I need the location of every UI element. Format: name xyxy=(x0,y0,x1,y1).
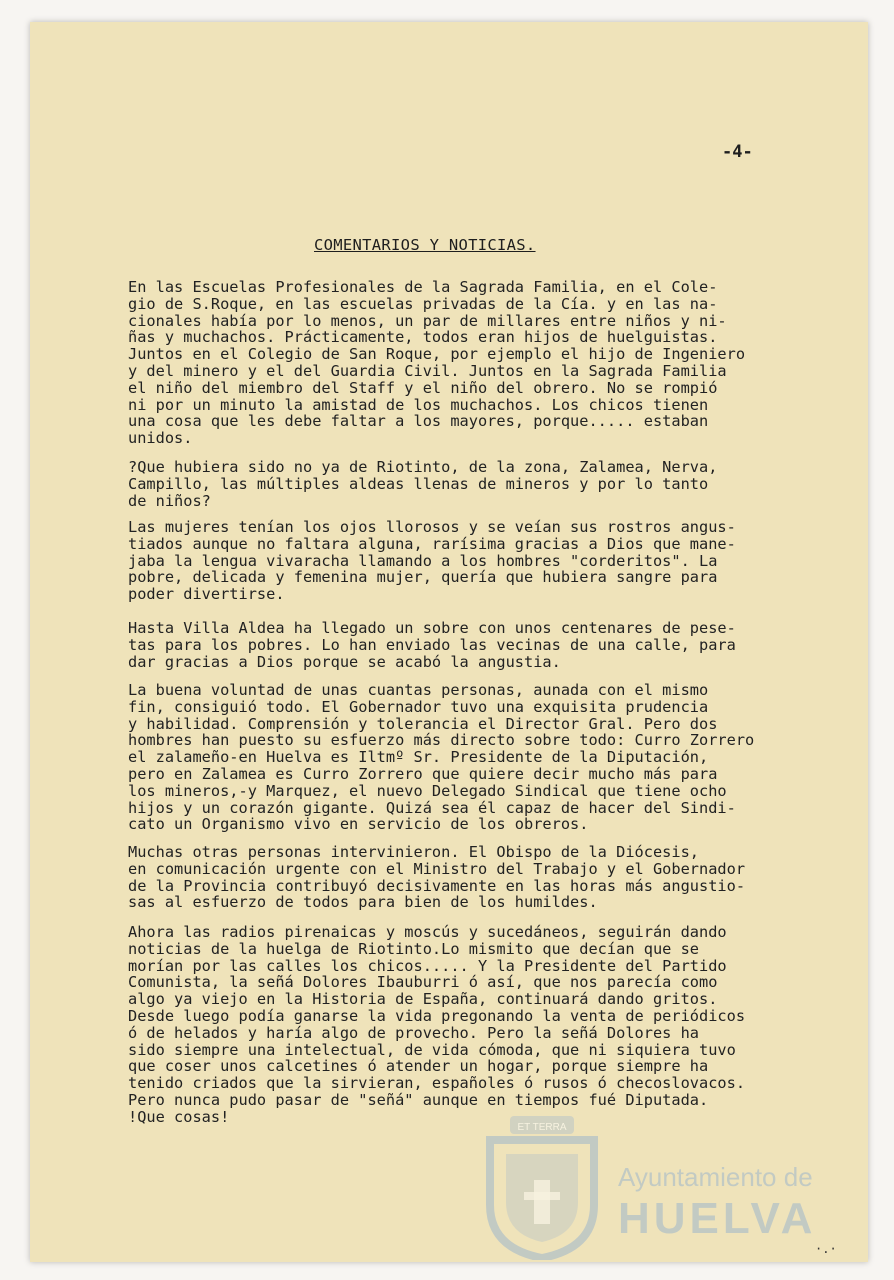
paragraph-7: Ahora las radios pirenaicas y moscús y sucedáneos, seguirán dando noticias de la huelga de Riotinto.Lo mismito que decían que se morían por las calles los chicos..... Y la Presidente del Partido Comunista, la señá Dolores Ibauburri ó así, que nos parecía como algo ya viejo en la Historia de España, continuará dando gritos. Desde luego podía ganarse la vida pregonando la venta de periódicos ó de helados y haría algo de provecho. Pero la señá Dolores ha sido siempre una intelectual, de vida cómoda, que ni siquiera tuvo que coser unos calcetines ó atender un hogar, porque siempre ha tenido criados que la sirvieran, españoles ó rusos ó checoslovacos. Pero nunca pudo pasar de "señá" aunque en tiempos fué Diputada. !Que cosas! xyxy=(128,923,746,1126)
archive-watermark xyxy=(480,1110,817,1260)
page-number: -4- xyxy=(722,142,753,162)
paragraph-4: Hasta Villa Aldea ha llegado un sobre con unos centenares de pese- tas para los pobres. Lo han enviado las vecinas de una calle, para dar gracias a Dios porque se acabó la angustia. xyxy=(128,619,736,671)
watermark-text-line2: HUELVA xyxy=(618,1194,817,1243)
paragraph-5: La buena voluntad de unas cuantas personas, aunada con el mismo fin, consiguió todo. El Gobernador tuvo una exquisita prudencia y habilidad. Comprensión y tolerancia el Director Gral. Pero dos hombres han puesto su esfuerzo más directo sobre todo: Curro Zorrero el zalameño-en Huelva es Iltmº Sr. Presidente de la Diputación, pero en Zalamea es Curro Zorrero que quiere decir mucho más para los mineros,-y Marquez, el nuevo Delegado Sindical que tiene ocho hijos y un corazón gigante. Quizá sea él capaz de hacer del Sindi- cato un Organismo vivo en servicio de los obreros. xyxy=(128,681,755,834)
paragraph-6: Muchas otras personas intervinieron. El Obispo de la Diócesis, en comunicación urgente con el Ministro del Trabajo y el Gobernador de la Provincia contribuyó decisivamente en las horas más angustio- sas al esfuerzo de todos para bien de los humildes. xyxy=(128,843,746,912)
svg-text:ET TERRA: ET TERRA xyxy=(517,1122,567,1133)
paragraph-1: En las Escuelas Profesionales de la Sagrada Familia, en el Cole- gio de S.Roque, en las escuelas privadas de la Cía. y en las na- cionales había por lo menos, un par de millares entre niños y ni- ñas y muchachos. Prácticamente, todos eran hijos de huelguistas. Juntos en el Colegio de San Roque, por ejemplo el hijo de Ingeniero y del minero y el del Guardia Civil. Juntos en la Sagrada Familia el niño del miembro del Staff y el niño del obrero. No se rompió ni por un minuto la amistad de los muchachos. Los chicos tienen una cosa que les debe faltar a los mayores, porque..... estaban unidos. xyxy=(128,278,746,448)
watermark-text-line1: Ayuntamiento de xyxy=(618,1162,813,1192)
paragraph-2: ?Que hubiera sido no ya de Riotinto, de la zona, Zalamea, Nerva, Campillo, las múltiples aldeas llenas de mineros y por lo tanto de niños? xyxy=(128,458,718,510)
paragraph-3: Las mujeres tenían los ojos llorosos y se veían sus rostros angus- tiados aunque no faltara alguna, rarísima gracias a Dios que mane- jaba la lengua vivaracha llamando a los hombres "corderitos". La pobre, delicada y femenina mujer, quería que hubiera sangre para poder divertirse. xyxy=(128,518,736,604)
stray-ink-marks: ·.· xyxy=(815,1242,837,1256)
document-title: COMENTARIOS Y NOTICIAS. xyxy=(314,236,536,254)
coat-of-arms-icon xyxy=(480,1110,604,1260)
